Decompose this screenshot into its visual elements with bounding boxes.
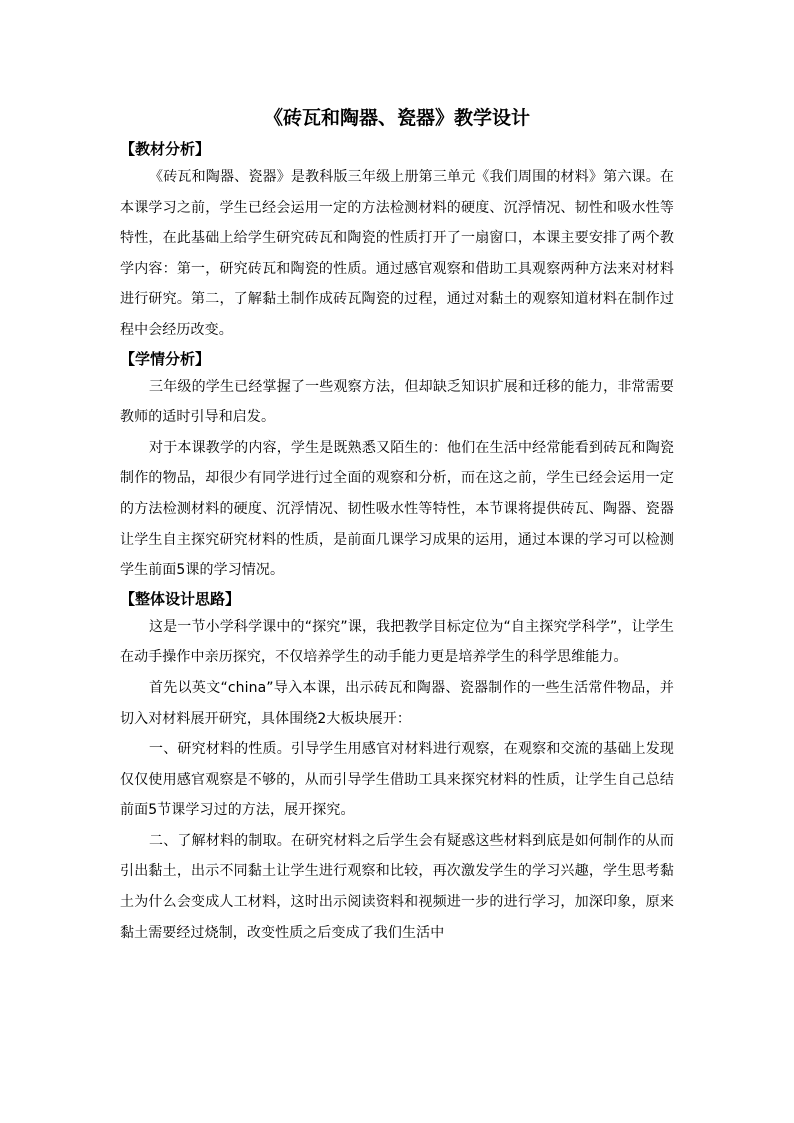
document-title: 《砖瓦和陶器、瓷器》教学设计	[263, 107, 530, 129]
section-heading-textbook-analysis: 【教材分析】	[120, 140, 211, 158]
section-textbook-analysis	[120, 136, 674, 346]
document-body	[120, 104, 674, 948]
section-heading-student-analysis: 【学情分析】	[120, 349, 211, 368]
paragraph: 二、了解材料的制取。在研究材料之后学生会有疑惑这些材料到底是如何制作的从而引出黏土，出示不同黏土让学生进行观察和比较，再次激发学生的学习兴趣，学生思考黏土为什么会变成人工材料，这时出示阅读资料和视频进一步的进行学习，加深印象，原来黏土需要经过烧制，改变性质之后变成了我们生活中	[120, 832, 674, 941]
section-heading-overall-design: 【整体设计思路】	[120, 589, 241, 608]
paragraph: 三年级的学生已经掌握了一些观察方法，但却缺乏知识扩展和迁移的能力，非常需要教师的适时引导和启发。	[120, 378, 674, 426]
paragraph: 一、研究材料的性质。引导学生用感官对材料进行观察，在观察和交流的基础上发现仅仅使用感官观察是不够的，从而引导学生借助工具来探究材料的性质，让学生自己总结前面5节课学习过的方法，展开探究。	[120, 741, 674, 819]
paragraph: 《砖瓦和陶器、瓷器》是教科版三年级上册第三单元《我们周围的材料》第六课。在本课学习之前，学生已经会运用一定的方法检测材料的硬度、沉浮情况、韧性和吸水性等特性，在此基础上给学生研究砖瓦和陶瓷的性质打开了一扇窗口，本课主要安排了两个教学内容：第一，研究砖瓦和陶瓷的性质。通过感官观察和借助工具观察两种方法来对材料进行研究。第二，了解黏土制作成砖瓦陶瓷的过程，通过对黏土的观察知道材料在制作过程中会经历改变。	[120, 169, 674, 338]
paragraph: 这是一节小学科学课中的“探究”课，我把教学目标定位为“自主探究学科学”，让学生在动手操作中亲历探究，不仅培养学生的动手能力更是培养学生的科学思维能力。	[120, 618, 674, 666]
section-student-analysis	[120, 346, 674, 586]
paragraph: 首先以英文“china”导入本课，出示砖瓦和陶器、瓷器制作的一些生活常件物品，并切入对材料展开研究，具体围绕2大板块展开：	[120, 679, 674, 727]
section-overall-design	[120, 586, 674, 949]
paragraph: 对于本课教学的内容，学生是既熟悉又陌生的：他们在生活中经常能看到砖瓦和陶瓷制作的物品，却很少有同学进行过全面的观察和分析，而在这之前，学生已经会运用一定的方法检测材料的硬度、沉浮情况、韧性吸水性等特性，本节课将提供砖瓦、陶器、瓷器让学生自主探究研究材料的性质，是前面几课学习成果的运用，通过本课的学习可以检测学生前面5课的学习情况。	[120, 439, 674, 579]
